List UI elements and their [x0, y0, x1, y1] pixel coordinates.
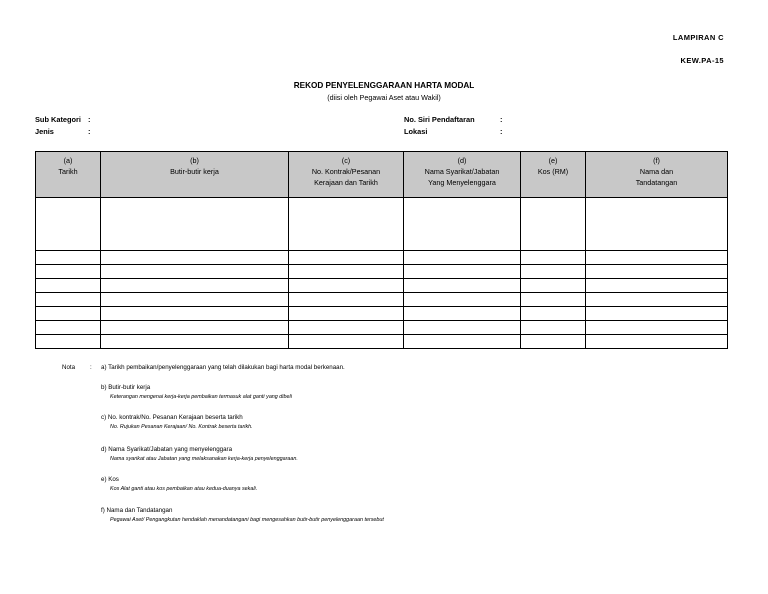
column-label-line2: Tandatangan [635, 178, 678, 187]
jenis-label: Jenis [35, 127, 54, 136]
table-cell[interactable] [289, 307, 404, 321]
table-cell[interactable] [586, 307, 728, 321]
table-cell[interactable] [101, 335, 289, 349]
column-header-butir-kerja [101, 152, 289, 198]
column-letter: (a) [63, 156, 73, 165]
table-cell[interactable] [36, 293, 101, 307]
table-cell[interactable] [36, 279, 101, 293]
table-cell[interactable] [101, 251, 289, 265]
table-cell[interactable] [36, 251, 101, 265]
table-cell[interactable] [521, 198, 586, 251]
table-row [36, 265, 728, 279]
table-cell[interactable] [404, 198, 521, 251]
note-b-heading: b) Butir-butir kerja [101, 384, 151, 391]
column-header-kos [521, 152, 586, 198]
column-label: Tarikh [58, 167, 78, 176]
table-cell[interactable] [289, 251, 404, 265]
table-cell[interactable] [289, 321, 404, 335]
table-cell[interactable] [289, 198, 404, 251]
column-label-line2: Kerajaan dan Tarikh [314, 178, 378, 187]
appendix-label: LAMPIRAN C [672, 33, 724, 42]
column-label-line2: Yang Menyelenggara [428, 178, 496, 187]
table-cell[interactable] [586, 335, 728, 349]
column-label: No. Kontrak/Pesanan [311, 167, 381, 176]
table-cell[interactable] [36, 335, 101, 349]
table-cell[interactable] [586, 265, 728, 279]
table-row [36, 335, 728, 349]
note-b-text: Keterangan mengenai kerja-kerja pembaikan termasuk alat ganti yang dibeli [110, 394, 292, 400]
table-cell[interactable] [521, 335, 586, 349]
note-f-heading: f) Nama dan Tandatangan [101, 507, 173, 514]
lokasi-label: Lokasi [404, 127, 428, 136]
table-row [36, 307, 728, 321]
table-cell[interactable] [36, 321, 101, 335]
table-row [36, 251, 728, 265]
note-c-heading: c) No. kontrak/No. Pesanan Kerajaan beserta tarikh [101, 414, 243, 421]
table-cell[interactable] [586, 321, 728, 335]
table-cell[interactable] [289, 335, 404, 349]
lokasi-colon: : [500, 127, 503, 136]
column-header-nama-tandatangan [586, 152, 728, 198]
no-siri-colon: : [500, 115, 503, 124]
table-row [36, 198, 728, 251]
table-cell[interactable] [101, 279, 289, 293]
table-cell[interactable] [521, 251, 586, 265]
table-cell[interactable] [404, 335, 521, 349]
table-cell[interactable] [404, 279, 521, 293]
table-cell[interactable] [289, 293, 404, 307]
column-letter: (e) [548, 156, 558, 165]
table-cell[interactable] [101, 321, 289, 335]
note-f-text: Pegawai Aset/ Pengangkutan hendaklah menandatangani bagi mengesahkan butir-butir penyelenggaraan tersebut [110, 517, 384, 523]
table-cell[interactable] [289, 265, 404, 279]
note-a: a) Tarikh pembaikan/penyelenggaraan yang telah dilakukan bagi harta modal berkenaan. [101, 364, 345, 371]
table-cell[interactable] [36, 265, 101, 279]
note-e-heading: e) Kos [101, 476, 119, 483]
notes-label: Nota [62, 364, 76, 371]
column-letter: (d) [457, 156, 467, 165]
table-cell[interactable] [521, 321, 586, 335]
table-cell[interactable] [101, 293, 289, 307]
table-cell[interactable] [404, 251, 521, 265]
table-row [36, 293, 728, 307]
column-letter: (f) [653, 156, 660, 165]
table-cell[interactable] [586, 198, 728, 251]
sub-kategori-label: Sub Kategori [35, 115, 81, 124]
page-title: REKOD PENYELENGGARAAN HARTA MODAL [293, 81, 475, 90]
note-c-text: No. Rujukan Pesanan Kerajaan/ No. Kontrak beserta tarikh. [110, 424, 253, 430]
table-cell[interactable] [521, 279, 586, 293]
jenis-colon: : [88, 127, 91, 136]
table-cell[interactable] [521, 293, 586, 307]
form-code: KEW.PA-15 [680, 56, 724, 65]
column-letter: (b) [190, 156, 199, 165]
no-siri-label: No. Siri Pendaftaran [404, 115, 475, 124]
table-cell[interactable] [101, 198, 289, 251]
table-cell[interactable] [404, 265, 521, 279]
table-cell[interactable] [36, 198, 101, 251]
notes-colon: : [90, 364, 92, 371]
note-d-heading: d) Nama Syarikat/Jabatan yang menyelenggara [101, 446, 233, 453]
sub-kategori-colon: : [88, 115, 91, 124]
table-row [36, 279, 728, 293]
note-e-text: Kos Alat ganti atau kos pembaikan atau kedua-duanya sekali. [110, 486, 258, 492]
table-cell[interactable] [586, 279, 728, 293]
column-label: Butir-butir kerja [170, 167, 219, 176]
table-cell[interactable] [101, 265, 289, 279]
note-d-text: Nama syarikat atau Jabatan yang melaksanakan kerja-kerja penyelenggaraan. [110, 456, 298, 462]
table-row [36, 321, 728, 335]
table-cell[interactable] [289, 279, 404, 293]
table-cell[interactable] [404, 307, 521, 321]
column-header-tarikh [36, 152, 101, 198]
table-cell[interactable] [404, 293, 521, 307]
column-label: Kos (RM) [537, 167, 569, 176]
column-label: Nama Syarikat/Jabatan [424, 167, 500, 176]
table-cell[interactable] [521, 307, 586, 321]
table-cell[interactable] [101, 307, 289, 321]
table-cell[interactable] [586, 251, 728, 265]
column-header-no-kontrak [289, 152, 404, 198]
table-cell[interactable] [521, 265, 586, 279]
column-letter: (c) [341, 156, 351, 165]
column-header-nama-syarikat [404, 152, 521, 198]
table-cell[interactable] [586, 293, 728, 307]
column-label: Nama dan [639, 167, 674, 176]
table-header-row [36, 152, 728, 198]
maintenance-record-table [35, 151, 728, 349]
table-cell[interactable] [36, 307, 101, 321]
page-subtitle: (diisi oleh Pegawai Aset atau Wakil) [327, 93, 441, 102]
table-cell[interactable] [404, 321, 521, 335]
